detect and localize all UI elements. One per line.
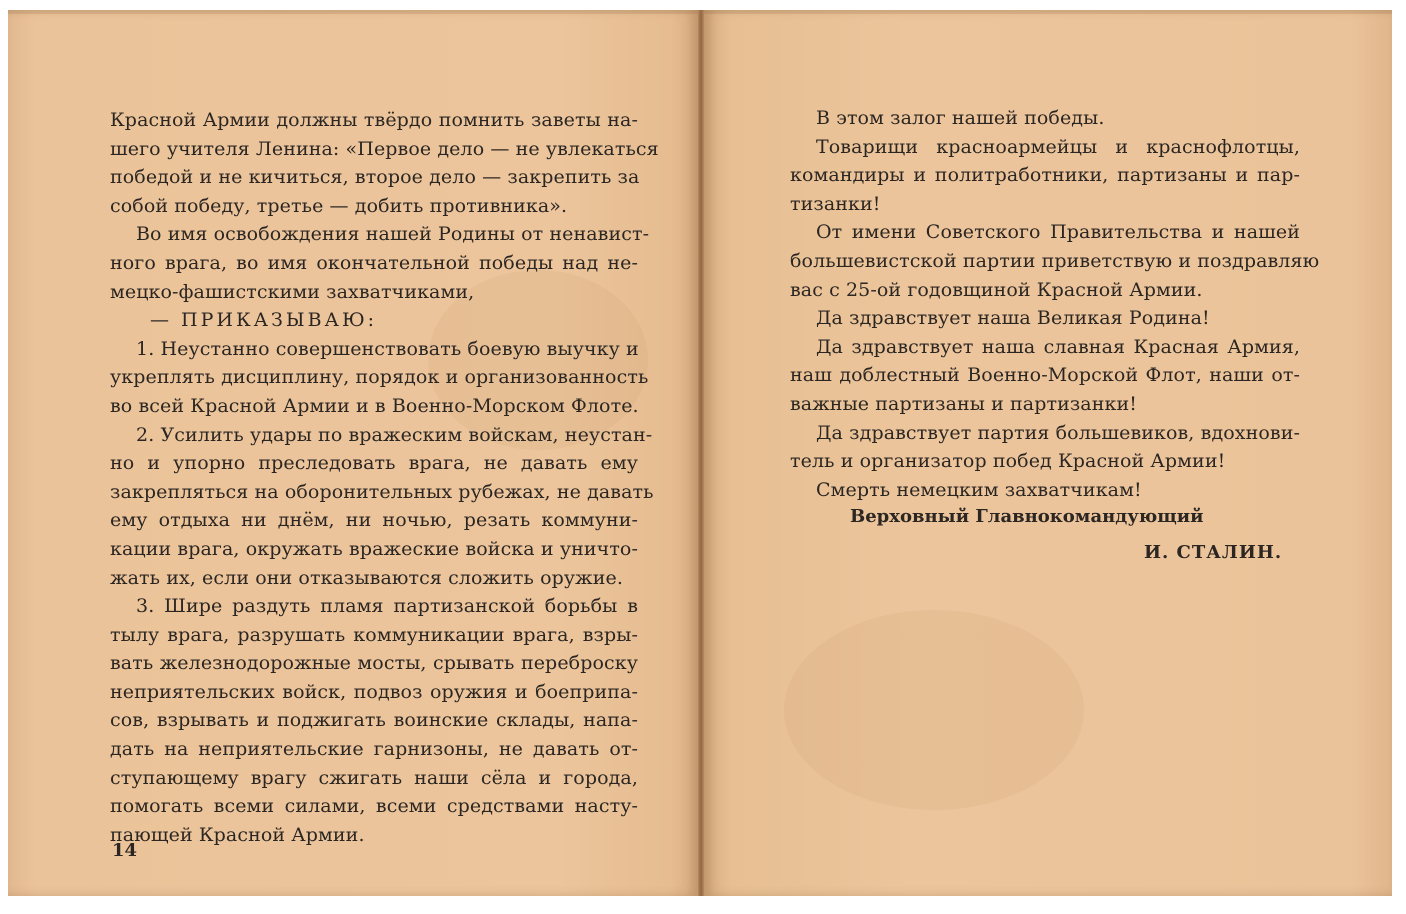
paper-stain [784,610,1084,810]
text-line: но и упорно преследовать врага, не давать ему [110,452,638,475]
text-line: 1. Неустанно совершенствовать боевую выучку и [136,337,639,360]
text-line: шего учителя Ленина: «Первое дело — не увлекаться [110,137,659,160]
text-line: командиры и политработники, партизаны и пар- [790,164,1300,187]
text-line: неприятельских войск, подвоз оружия и боеприпа- [110,680,638,703]
text-line: кации врага, окружать вражеские войска и уничто- [110,537,638,560]
text-line: во всей Красной Армии и в Военно-Морском Флоте. [110,394,639,417]
text-line: тизанки! [790,192,881,215]
text-line: закрепляться на оборонительных рубежах, не давать [110,480,654,503]
text-line: Во имя освобождения нашей Родины от ненавист- [136,223,650,246]
text-line: Красной Армии должны твёрдо помнить заветы на- [110,109,638,131]
text-line: Да здравствует наша славная Красная Армия, [816,335,1300,358]
signature-name: И. СТАЛИН. [1144,542,1283,563]
text-line: большевистской партии приветствую и поздравляю [790,249,1320,272]
order-heading: — ПРИКАЗЫВАЮ: [150,309,378,332]
text-line: В этом залог нашей победы. [816,107,1105,129]
left-page-text [110,106,659,849]
text-line: Товарищи красноармейцы и краснофлотцы, [816,135,1300,158]
text-line: ступающему врагу сжигать наши сёла и города, [110,766,638,789]
right-page [704,10,1392,896]
page-edge [8,10,698,14]
text-line: вас с 25-ой годовщиной Красной Армии. [790,278,1203,301]
text-line: укреплять дисциплину, порядок и организованность [110,366,649,389]
text-line: тылу врага, разрушать коммуникации врага, взры- [110,623,638,646]
text-line: 3. Шире раздуть пламя партизанской борьбы в [136,595,638,618]
page-number: 14 [112,840,138,861]
text-line: ему отдыха ни днём, ни ночью, резать коммуни- [110,509,638,532]
text-line: От имени Советского Правительства и нашей [816,221,1300,244]
right-page-text [790,104,1320,504]
page-edge [704,10,1392,14]
text-line: ного врага, во имя окончательной победы над не- [110,251,638,274]
text-line: сов, взрывать и поджигать воинские склады, напа- [110,709,638,732]
text-line: важные партизаны и партизанки! [790,392,1137,415]
text-line: пающей Красной Армии. [110,823,365,846]
text-line: помогать всеми силами, всеми средствами насту- [110,795,638,818]
text-line: победой и не кичиться, второе дело — закрепить за [110,166,640,189]
left-page [8,10,698,896]
text-line: Смерть немецким захватчикам! [816,478,1142,501]
text-line: собой победу, третье — добить противника». [110,194,568,217]
text-line: тель и организатор побед Красной Армии! [790,450,1226,473]
text-line: вать железнодорожные мосты, срывать переброску [110,652,638,675]
text-line: Да здравствует партия большевиков, вдохнови- [816,421,1300,444]
text-line: жать их, если они отказываются сложить оружие. [110,566,623,589]
text-line: 2. Усилить удары по вражеским войскам, неустан- [136,423,653,446]
text-line: дать на неприятельские гарнизоны, не давать от- [110,738,638,761]
text-line: мецко-фашистскими захватчиками, [110,280,475,303]
text-line: наш доблестный Военно-Морской Флот, наши от- [790,364,1300,387]
text-line: Да здравствует наша Великая Родина! [816,307,1210,330]
signature-title: Верховный Главнокомандующий [850,506,1204,527]
